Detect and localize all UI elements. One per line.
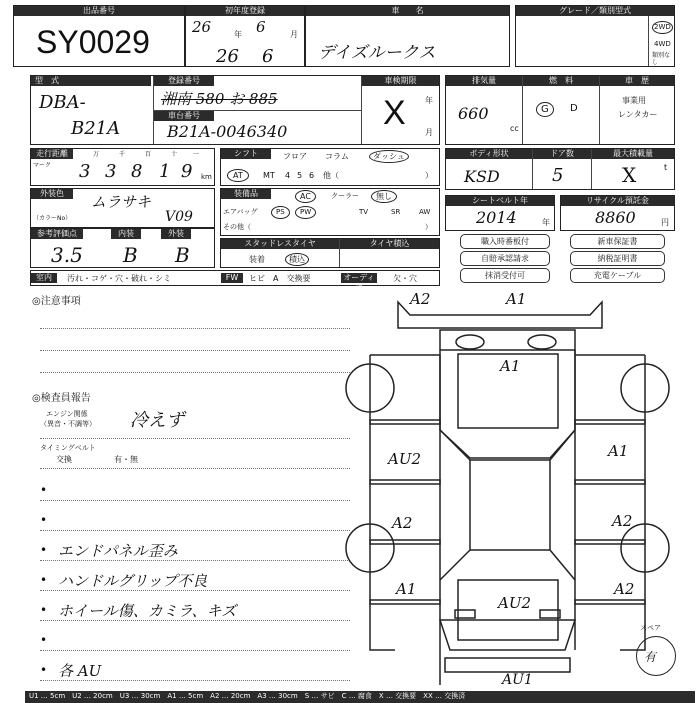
odometer-digit-header-4: 一 xyxy=(193,151,200,158)
lot-number-value: SY0029 xyxy=(36,24,150,60)
equipment-sr: SR xyxy=(391,208,401,216)
lot-number-box xyxy=(13,5,185,67)
timing-belt-exchange: 交換 xyxy=(56,455,72,464)
chassis-number-label: 車台番号 xyxy=(154,111,214,121)
drive-2wd: 2WD xyxy=(652,21,673,34)
color-code-value: V09 xyxy=(165,209,193,225)
registration-month-small: 6 xyxy=(256,18,266,36)
first-registration-box xyxy=(185,5,305,67)
fw-text: ヒビ A 交換要 xyxy=(249,274,311,283)
bullet-dot: • xyxy=(40,633,48,647)
seatbelt-value: 2014 xyxy=(476,208,517,227)
equipment-close-paren: ） xyxy=(425,223,432,231)
grade-box xyxy=(515,5,675,67)
studless-label: スタッドレスタイヤ xyxy=(221,239,339,249)
shift-gear-mt: MT xyxy=(263,171,275,180)
equipment-pw: PW xyxy=(295,206,316,219)
door-count-label: ドア数 xyxy=(533,149,591,159)
equipment-none: 無し xyxy=(371,190,397,203)
registration-year-small: 26 xyxy=(192,18,212,36)
type-label: 型 式 xyxy=(31,76,151,86)
spare-label: スペア xyxy=(640,624,661,632)
model-name-value: デイズルークス xyxy=(318,43,436,63)
reference-rating-label: 参考評価点 xyxy=(31,229,83,239)
body-shape-label: ボディ形状 xyxy=(446,149,532,159)
interior-rating-value: B xyxy=(123,243,138,267)
bullet-dot: • xyxy=(40,513,48,527)
fw-label: FW xyxy=(221,273,243,283)
drive-unknown: 類別なし xyxy=(652,52,671,66)
mark-left-rear-quarter: A1 xyxy=(396,580,417,598)
caution-title: ◎注意事項 xyxy=(32,296,81,307)
bullet-dot: • xyxy=(40,483,48,497)
registration-number-value: 湘南 580 お 885 xyxy=(161,90,278,108)
odometer-digit-header-3: 十 xyxy=(171,151,178,158)
engine-box xyxy=(445,75,675,145)
audio-label: オーディオ xyxy=(341,273,377,283)
odometer-digit-header-1: 千 xyxy=(119,151,126,158)
outside-rating-value: B xyxy=(175,243,190,267)
month-unit: 月 xyxy=(290,30,298,39)
odometer-digit-0: 3 xyxy=(79,161,91,182)
mark-top-left: A2 xyxy=(410,290,431,308)
shift-option-floor: フロア xyxy=(283,152,307,161)
recycle-unit: 円 xyxy=(661,218,669,227)
car-diagram xyxy=(340,290,685,685)
shift-gear-5: 5 xyxy=(297,171,303,180)
recycle-box xyxy=(560,195,675,231)
interior-row-text: 汚れ・コゲ・穴・破れ・シミ xyxy=(67,274,171,283)
interior-row-label: 室内 xyxy=(31,273,57,283)
timing-belt-label: タイミングベルト xyxy=(40,444,96,452)
seatbelt-unit: 年 xyxy=(542,218,550,227)
odometer-digit-header-2: 百 xyxy=(145,151,152,158)
bullet-item-text: ホイール傷、カミラ、キズ xyxy=(58,602,237,620)
type-box xyxy=(30,75,440,145)
capacity-value: X xyxy=(622,163,637,187)
odometer-box xyxy=(30,148,215,186)
recycle-label: リサイクル預託金 xyxy=(561,196,674,206)
equipment-label: 装備品 xyxy=(221,189,271,199)
lot-number-label: 出品番号 xyxy=(14,6,184,16)
engine-label-1: エンジン関係 xyxy=(46,410,88,418)
door-count-value: 5 xyxy=(552,165,564,186)
drive-4wd: 4WD xyxy=(654,40,671,48)
outside-rating-label: 外装 xyxy=(161,229,191,239)
bullet-item-text: 各 AU xyxy=(58,662,102,680)
type-line-2: B21A xyxy=(71,118,121,139)
mark-left-rear-door: A2 xyxy=(392,514,413,532)
cc-unit: cc xyxy=(510,124,519,133)
registration-month: 6 xyxy=(262,46,274,67)
mark-right-rear-door: A2 xyxy=(612,512,633,530)
fuel-label: 燃 料 xyxy=(523,76,599,86)
model-name-box xyxy=(305,5,510,67)
mark-left-front-door: AU2 xyxy=(388,450,422,468)
bullet-dot: • xyxy=(40,603,48,617)
shift-gear-6: 6 xyxy=(309,171,315,180)
report-title: ◎検査員報告 xyxy=(32,393,91,404)
mark-rear-gate: AU2 xyxy=(498,594,532,612)
equipment-aw: AW xyxy=(419,208,431,216)
fuel-g: G xyxy=(536,102,554,117)
equipment-airbag: エアバッグ xyxy=(223,208,258,216)
odometer-digit-3: 1 xyxy=(159,161,171,182)
mark-roof: A1 xyxy=(500,357,521,375)
mark-right-front-door: A1 xyxy=(608,442,629,460)
engine-label-2: （異音・不調等） xyxy=(40,420,96,428)
history-business: 事業用 xyxy=(622,96,646,105)
type-line-1: DBA- xyxy=(39,92,86,113)
year-unit: 年 xyxy=(234,30,242,39)
option-left-1: 自賠承認請求 xyxy=(460,251,550,266)
inspection-year-unit: 年 xyxy=(425,96,433,105)
equipment-tv: TV xyxy=(359,208,369,216)
studless-box xyxy=(220,238,440,268)
odometer-digit-1: 3 xyxy=(105,161,117,182)
option-right-0: 新車保証書 xyxy=(570,234,665,249)
color-box xyxy=(30,188,215,228)
fuel-d: D xyxy=(570,103,578,114)
chassis-number-value: B21A-0046340 xyxy=(167,122,288,141)
studless-loaded: 積込 xyxy=(285,253,309,266)
tire-loaded-label: タイヤ積込 xyxy=(340,239,439,249)
odometer-digit-2: 8 xyxy=(131,161,143,182)
legend-strip xyxy=(25,691,695,703)
inspection-month-unit: 月 xyxy=(425,128,433,137)
odometer-digit-header-0: 万 xyxy=(93,151,100,158)
model-name-label: 車 名 xyxy=(306,6,509,16)
option-right-1: 納税証明書 xyxy=(570,251,665,266)
capacity-unit: t xyxy=(664,163,668,172)
displacement-label: 排気量 xyxy=(446,76,522,86)
bullet-item-text: ハンドルグリップ不良 xyxy=(58,572,208,590)
odometer-km-unit: km xyxy=(201,173,212,181)
displacement-value: 660 xyxy=(458,104,489,123)
registration-year: 26 xyxy=(216,46,239,67)
audio-text: 欠・穴 xyxy=(393,274,417,283)
registration-number-label: 登録番号 xyxy=(154,76,214,86)
equipment-ps: PS xyxy=(271,206,290,219)
history-rental: レンタカー xyxy=(618,110,658,119)
odometer-label: 走行距離 xyxy=(31,149,73,159)
odometer-meter-label: マーク xyxy=(33,162,52,169)
exterior-color-value: ムラサキ xyxy=(91,193,152,211)
body-box xyxy=(445,148,675,190)
odometer-digit-4: 9 xyxy=(181,161,193,182)
history-label: 車 歴 xyxy=(600,76,674,86)
recycle-value: 8860 xyxy=(595,208,636,227)
mark-rear-bumper: AU1 xyxy=(502,672,533,688)
interior-rating-label: 内装 xyxy=(111,229,141,239)
option-left-2: 抹消受付可 xyxy=(460,268,550,283)
seatbelt-label: シートベルト年 xyxy=(446,196,554,206)
shift-box xyxy=(220,148,440,186)
interior-row xyxy=(30,270,440,292)
color-no-label: （カラーNo） xyxy=(33,215,72,222)
bullet-dot: • xyxy=(40,573,48,587)
grade-label: グレード／類別型式 xyxy=(516,6,674,16)
rating-box xyxy=(30,228,215,268)
exterior-color-label: 外装色 xyxy=(31,189,73,199)
mark-right-rear-quarter: A2 xyxy=(614,580,635,598)
capacity-label: 最大積載量 xyxy=(592,149,674,159)
shift-close-paren: ） xyxy=(425,171,433,180)
bullet-dot: • xyxy=(40,543,48,557)
shift-option-column: コラム xyxy=(325,152,349,161)
reference-rating-value: 3.5 xyxy=(51,243,83,267)
studless-mounted: 装着 xyxy=(249,255,265,264)
spare-value: 有 xyxy=(644,650,657,664)
shift-gear-4: 4 xyxy=(285,171,291,180)
shift-gear-at: AT xyxy=(227,169,249,182)
shift-label: シフト xyxy=(221,149,271,159)
legend-text: U1 … 5cm U2 … 20cm U3 … 30cm A1 … 5cm A2 … 20cm A3 … 30cm S … サビ C … 腐食 X … 交換要 XX … 交換済 xyxy=(29,692,466,700)
equipment-cooler: クーラー xyxy=(331,192,359,200)
equipment-other: その他（ xyxy=(223,223,251,231)
seatbelt-box xyxy=(445,195,555,231)
option-right-2: 充電ケーブル xyxy=(570,268,665,283)
equipment-box xyxy=(220,188,440,236)
body-shape-value: KSD xyxy=(464,167,500,186)
inspection-value: X xyxy=(383,94,406,132)
option-left-0: 職入時番板付 xyxy=(460,234,550,249)
equipment-ac: AC xyxy=(295,190,316,203)
shift-gear-other: 他（ xyxy=(323,171,339,180)
engine-value: 冷えず xyxy=(130,410,184,431)
first-registration-label: 初年度登録 xyxy=(186,6,304,16)
inspection-label: 車検期限 xyxy=(362,76,439,86)
timing-belt-options: 有・無 xyxy=(114,455,138,464)
shift-option-dash: ダッシュ xyxy=(369,150,409,163)
bullet-dot: • xyxy=(40,663,48,677)
bullet-item-text: エンドパネル歪み xyxy=(58,542,178,560)
mark-top-mid: A1 xyxy=(506,290,527,308)
